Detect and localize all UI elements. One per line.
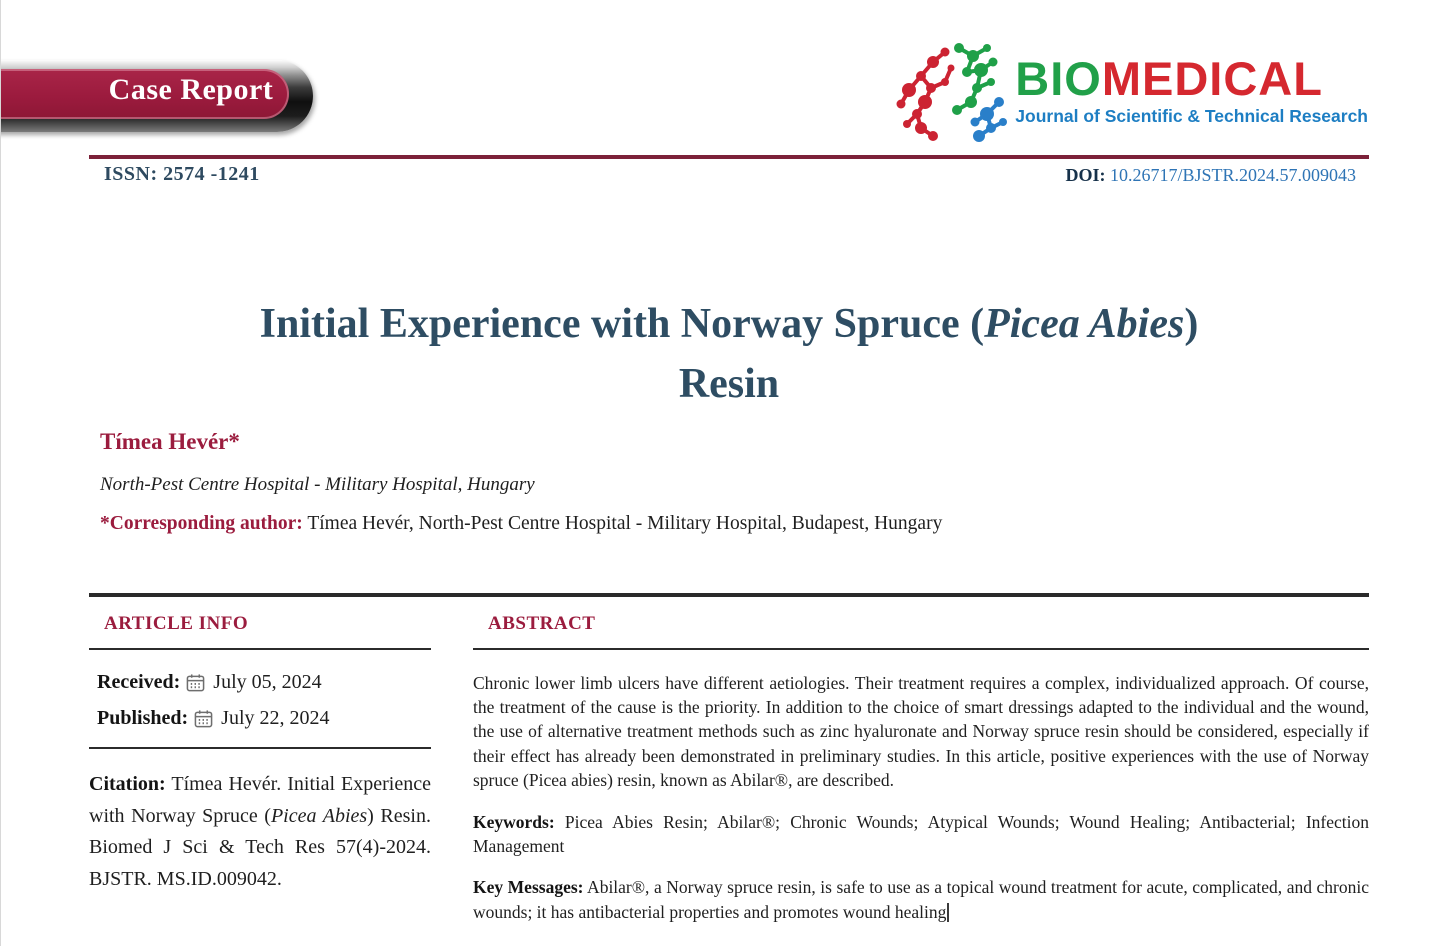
key-messages-paragraph — [473, 875, 1369, 923]
keywords-label: Keywords: — [473, 811, 555, 832]
published-label: Published: — [97, 707, 189, 729]
calendar-icon — [186, 673, 205, 692]
author-affiliation: North-Pest Centre Hospital - Military Hospital, Hungary — [100, 474, 535, 495]
doi-line — [1065, 165, 1356, 186]
received-date: July 05, 2024 — [213, 671, 322, 693]
molecule-logo-icon — [887, 36, 1009, 144]
calendar-icon — [194, 709, 213, 728]
citation-species-italic: Picea Abies — [270, 804, 368, 827]
citation-paragraph: Citation: Tímea Hevér. Initial Experience with Norway Spruce (Picea Abies) Resin. Biomed J Sci & Tech Res 57(4)-2024. BJSTR. MS.ID.009042. — [89, 773, 431, 890]
logo-bio-text: BIO — [1015, 51, 1102, 105]
doi-link[interactable]: 10.26717/BJSTR.2024.57.009043 — [1109, 165, 1356, 185]
article-info-column — [89, 600, 431, 915]
logo-wordmark — [1015, 51, 1368, 127]
logo-title — [1015, 51, 1368, 105]
keywords-paragraph — [473, 810, 1369, 858]
journal-logo — [887, 36, 1368, 144]
published-row — [97, 707, 431, 730]
received-row — [97, 671, 431, 694]
article-info-header: ARTICLE INFO — [89, 600, 431, 650]
abstract-column — [473, 600, 1369, 941]
corresponding-author-label: *Corresponding author: — [100, 513, 303, 534]
logo-medical-text: MEDICAL — [1101, 51, 1323, 105]
doi-label: DOI: — [1065, 165, 1106, 185]
title-species-italic: Picea Abies — [984, 301, 1185, 348]
maroon-divider — [89, 155, 1369, 159]
published-date: July 22, 2024 — [221, 707, 330, 729]
received-label: Received: — [97, 671, 181, 693]
article-title — [89, 294, 1369, 414]
case-report-badge — [1, 60, 317, 134]
abstract-body: Chronic lower limb ulcers have different aetiologies. Their treatment requires a complex, individualized approach. Of course, the treatment of the cause is the priority. In addition to the choice of smart dressings adapted to the individual and the wound, the use of alternative treatment methods such as zinc hyaluronate and Norway spruce resin should be considered, especially if their effect has already been demonstrated in preliminary studies. In this article, positive experiences with the use of Norway spruce (Picea abies) resin, known as Abilar®, are described. — [473, 673, 1369, 790]
key-messages-label: Key Messages: — [473, 877, 584, 898]
article-dates — [89, 650, 431, 730]
abstract-header: ABSTRACT — [473, 600, 1369, 650]
keywords-text: Picea Abies Resin; Abilar®; Chronic Wounds; Atypical Wounds; Wound Healing; Antibacterial; Infection Management — [473, 811, 1369, 856]
key-messages-text: Abilar®, a Norway spruce resin, is safe to use as a topical wound treatment for acute, complicated, and chronic wounds; it has antibacterial properties and promotes wound healing — [473, 877, 1369, 922]
author-name: Tímea Hevér* — [100, 429, 240, 454]
badge-label: Case Report — [108, 73, 274, 106]
logo-tagline: Journal of Scientific & Technical Research — [1015, 105, 1368, 126]
article-info-rule — [89, 747, 431, 749]
section-divider — [89, 593, 1369, 597]
title-line-2: Resin — [678, 361, 780, 408]
text-cursor[interactable] — [947, 903, 949, 922]
corresponding-author-line — [100, 513, 942, 535]
title-line-1: Initial Experience with Norway Spruce (Picea Abies) — [259, 301, 1199, 348]
corresponding-author-text: Tímea Hevér, North-Pest Centre Hospital - Military Hospital, Budapest, Hungary — [302, 513, 943, 534]
issn-label: ISSN: 2574 -1241 — [104, 163, 260, 185]
citation-label: Citation: — [89, 773, 166, 795]
